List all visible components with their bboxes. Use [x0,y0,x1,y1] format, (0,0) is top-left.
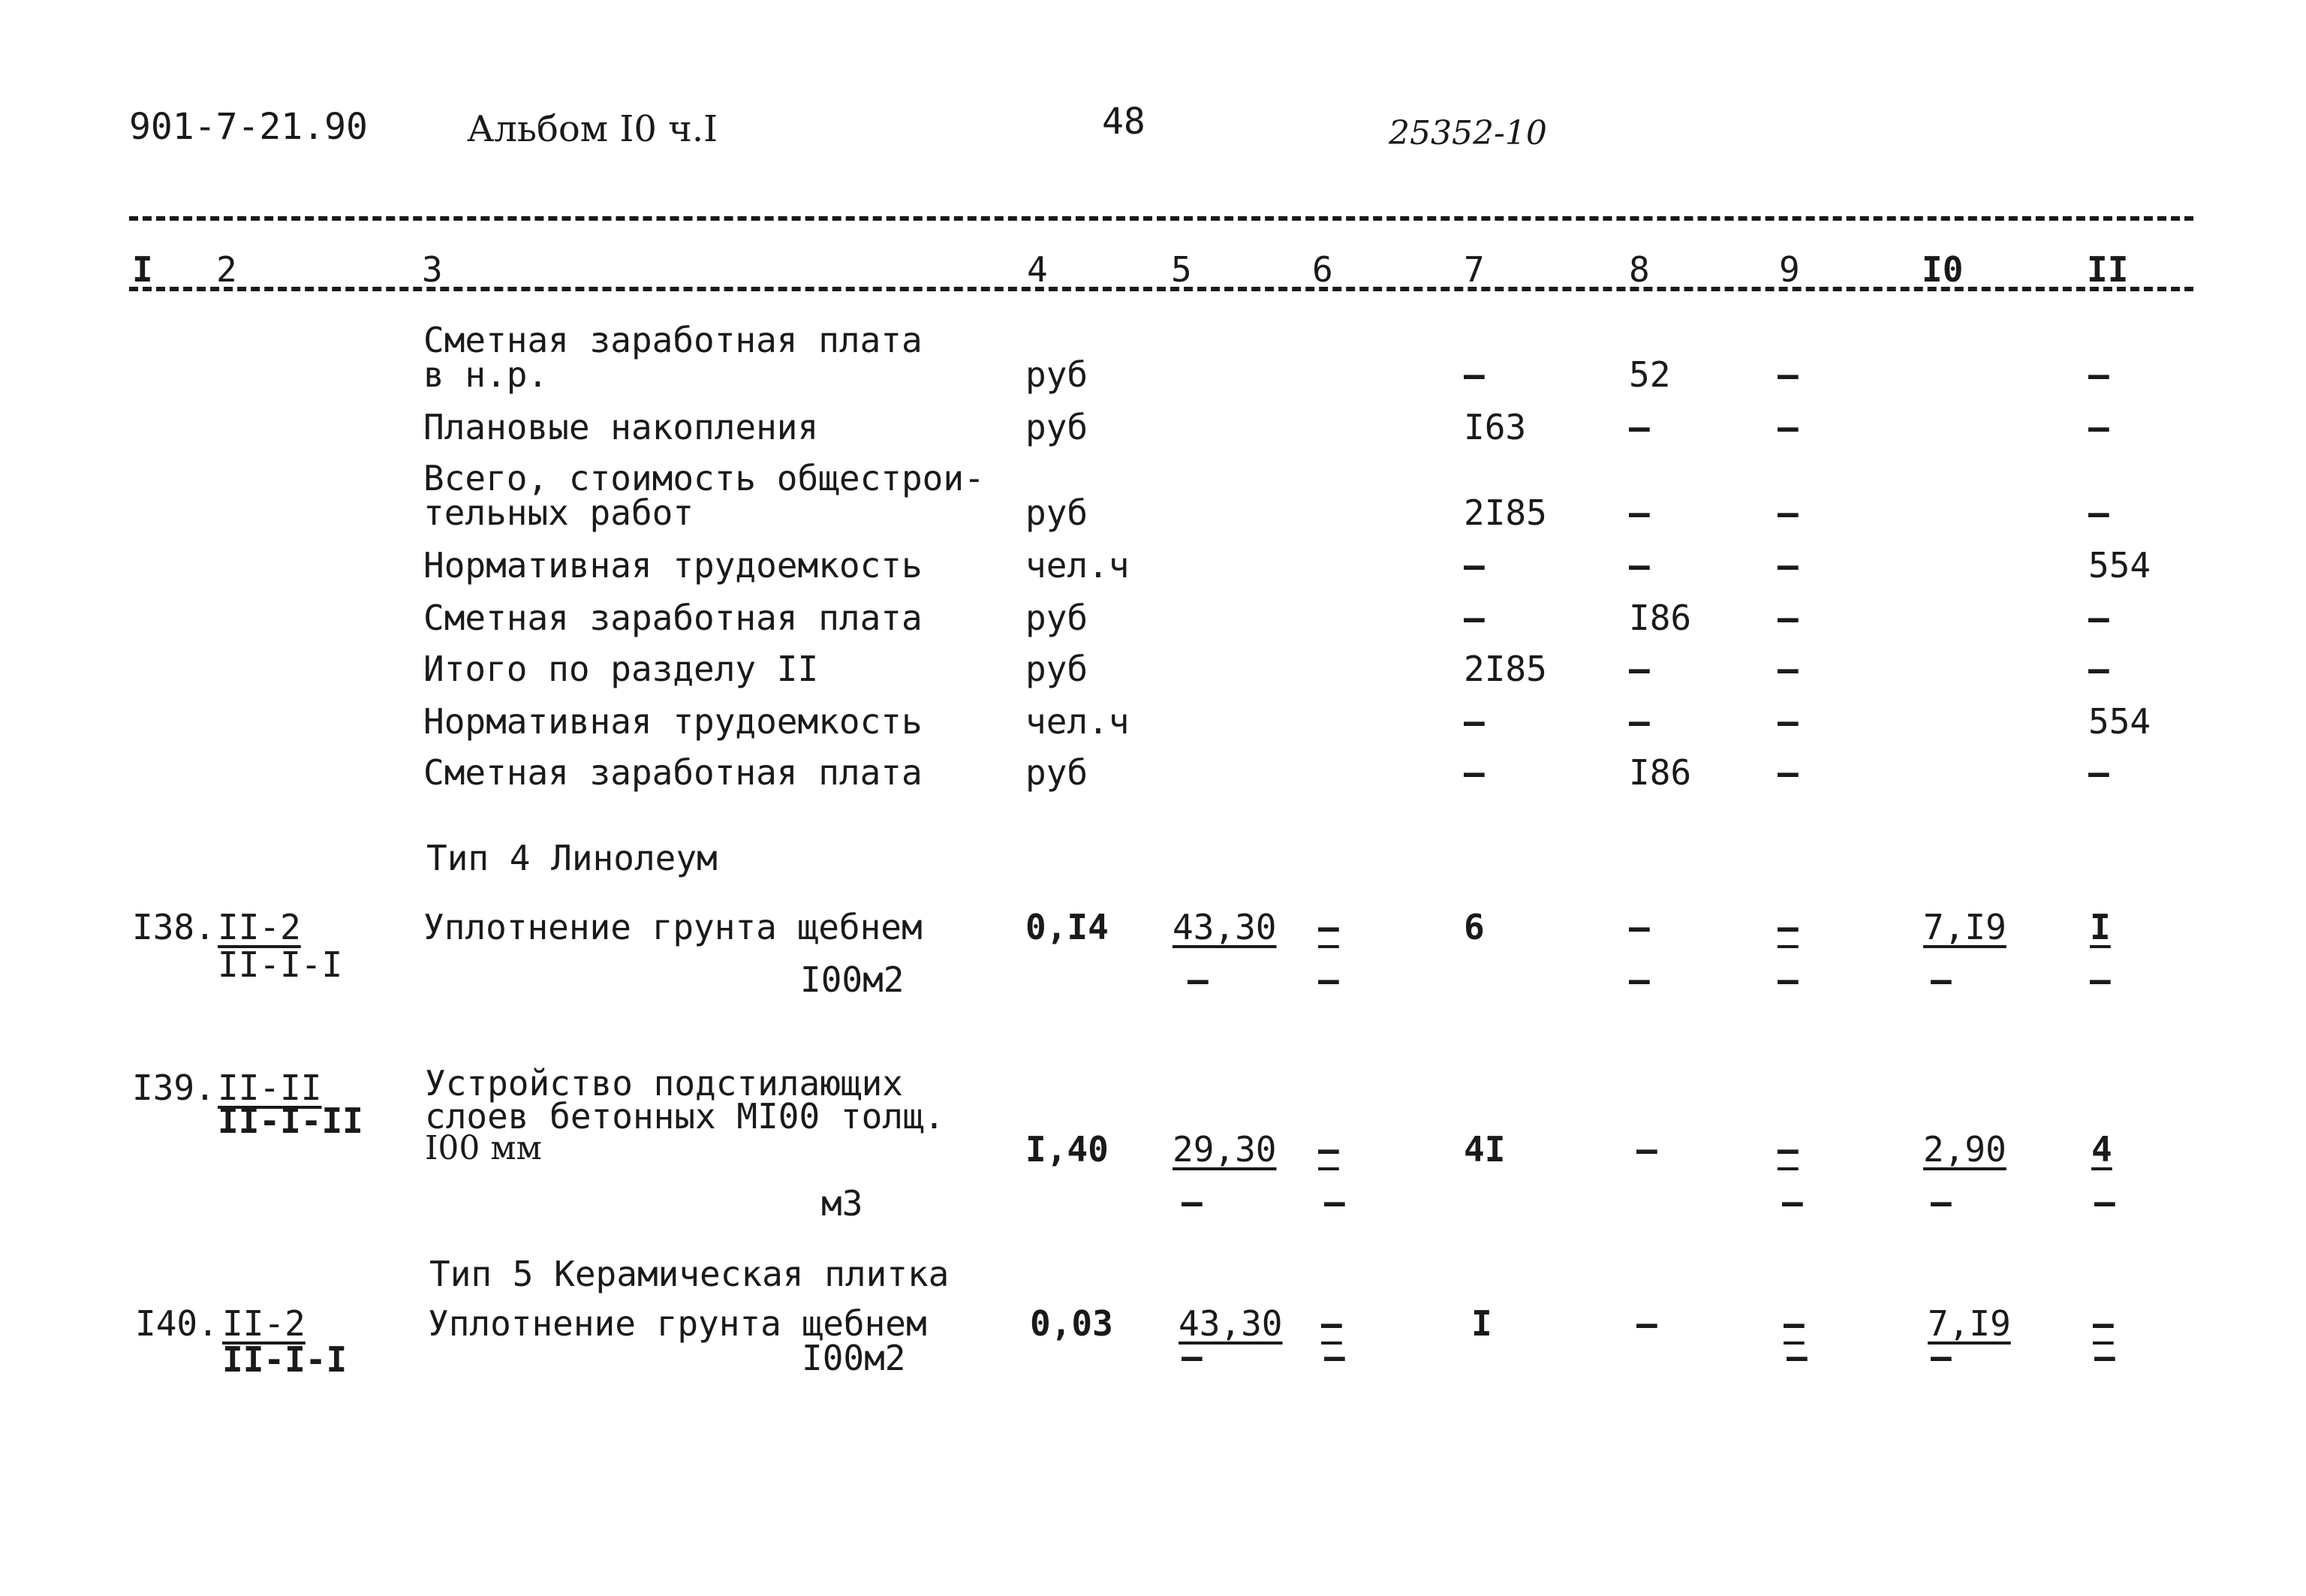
item-col8-sub: – [1629,959,1650,1000]
column-header: 4 [1027,249,1048,290]
item-col7: 4I [1464,1129,1506,1170]
section-heading: Тип 5 Керамическая плитка [429,1254,950,1294]
item-code: II-II [218,1068,322,1108]
item-col10-sub: – [1931,1336,1952,1377]
row-col7: I63 [1464,407,1527,447]
item-name: Уплотнение грунта щебнем [428,1303,927,1344]
row-col9: – [1778,354,1799,395]
item-col8: – [1636,1129,1657,1170]
row-col8: I86 [1629,752,1692,793]
column-header: II [2087,249,2129,290]
row-col7: 2I85 [1464,492,1547,533]
row-name: Плановые накопления [423,407,819,447]
item-code: II-2 [222,1303,306,1344]
row-col8: – [1629,545,1650,586]
item-unit-price: 43,30 [1173,907,1277,947]
item-unit: I00м2 [802,1338,906,1378]
item-col9: – [1778,907,1799,947]
row-col11: – [2088,598,2109,638]
item-col7: I [1471,1303,1492,1344]
row-col8: – [1629,407,1650,447]
item-unit: I00м2 [800,959,905,1000]
row-unit: чел.ч [1025,701,1130,742]
item-col11: I [2090,907,2111,947]
item-quantity: 0,I4 [1025,907,1109,947]
item-name: Устройство подстилающих [425,1063,903,1104]
item-col6: – [1321,1303,1342,1344]
item-col6: – [1318,907,1339,947]
page-number: 48 [1102,101,1145,143]
column-header: I0 [1922,249,1964,290]
item-col6-sub: – [1318,959,1339,1000]
item-col5-sub: – [1188,959,1209,1000]
column-header: I [132,249,153,290]
item-number: I39. [132,1068,215,1108]
column-header: 6 [1312,249,1333,290]
item-col9-sub: – [1778,959,1799,1000]
row-col7: – [1464,354,1485,395]
column-header: 2 [216,249,237,290]
row-col9: – [1778,701,1799,742]
section-heading: Тип 4 Линолеум [426,838,718,878]
item-quantity: I,40 [1025,1129,1109,1170]
item-col11: – [2093,1303,2114,1344]
column-header: 8 [1629,249,1650,290]
item-quantity: 0,03 [1030,1303,1113,1344]
row-col9: – [1778,545,1799,586]
item-col5-sub: – [1182,1336,1203,1377]
row-unit: руб [1025,492,1088,533]
item-code: II-2 [218,907,301,947]
column-header: 7 [1464,249,1485,290]
row-unit: руб [1025,752,1088,793]
row-col11: – [2088,407,2109,447]
row-col8: I86 [1629,598,1692,638]
row-unit: руб [1025,407,1088,447]
row-col7: 2I85 [1464,649,1547,689]
item-unit: м3 [821,1183,863,1224]
row-unit: руб [1025,649,1088,689]
item-col10-sub: – [1931,959,1952,1000]
row-name: Итого по разделу II [423,649,819,689]
row-name: Нормативная трудоемкость [423,545,923,586]
item-name-cont: I00 мм [425,1129,542,1167]
row-unit: руб [1025,354,1088,395]
row-name: Сметная заработная плата [423,598,923,638]
document-number: 25352-10 [1389,114,1547,152]
row-col7: – [1464,701,1485,742]
header-top-rule [129,216,2193,221]
row-col8: – [1629,649,1650,689]
row-col11: 554 [2088,701,2151,742]
item-col10: 7,I9 [1928,1303,2011,1344]
row-name: Сметная заработная плата [423,320,923,360]
item-code-sub: II-I-I [218,944,343,985]
item-col11-sub: – [2090,959,2111,1000]
column-header-rule [129,287,2193,291]
column-header: 9 [1779,249,1800,290]
item-col6-sub: – [1324,1336,1345,1377]
item-code-sub: II-I-I [222,1339,348,1380]
item-number: I40. [135,1303,218,1344]
item-col9: – [1784,1303,1805,1344]
row-name-cont: тельных работ [423,492,694,533]
row-col8: 52 [1629,354,1671,395]
row-col11: – [2088,492,2109,533]
item-code-sub: II-I-II [218,1101,363,1141]
item-col11-sub: – [2094,1182,2115,1222]
item-col10-sub: – [1931,1182,1952,1222]
item-col11-sub: – [2094,1336,2115,1377]
row-name: Всего, стоимость общестрои- [423,458,985,498]
item-col5-sub: – [1182,1182,1203,1222]
item-col10: 2,90 [1923,1129,2006,1170]
row-col11: – [2088,752,2109,793]
row-col8: – [1629,701,1650,742]
item-unit-price: 29,30 [1173,1129,1277,1170]
item-col11: 4 [2091,1129,2112,1170]
row-name: Сметная заработная плата [423,752,923,793]
row-col7: – [1464,752,1485,793]
row-name-cont: в н.р. [423,354,549,395]
item-unit-price: 43,30 [1179,1303,1283,1344]
item-name: Уплотнение грунта щебнем [423,907,923,947]
row-name: Нормативная трудоемкость [423,701,923,742]
row-unit: чел.ч [1025,545,1130,586]
row-col9: – [1778,407,1799,447]
item-col6: – [1318,1129,1339,1170]
item-col8: – [1629,907,1650,947]
row-col9: – [1778,649,1799,689]
item-col10: 7,I9 [1923,907,2006,947]
item-col7: 6 [1464,907,1485,947]
row-col9: – [1778,598,1799,638]
row-unit: руб [1025,598,1088,638]
item-number: I38. [132,907,215,947]
album-label: Альбом I0 ч.I [467,108,718,150]
row-col7: – [1464,545,1485,586]
item-col9-sub: – [1787,1336,1808,1377]
row-col9: – [1778,752,1799,793]
row-col8: – [1629,492,1650,533]
row-col7: – [1464,598,1485,638]
column-header: 5 [1171,249,1192,290]
row-col11: – [2088,649,2109,689]
item-col9-sub: – [1782,1182,1803,1222]
item-name-cont: слоев бетонных MI00 толщ. [425,1096,945,1137]
row-col11: – [2088,354,2109,395]
item-col9: – [1778,1129,1799,1170]
item-col8: – [1636,1303,1657,1344]
item-col6-sub: – [1324,1182,1345,1222]
row-col11: 554 [2088,545,2151,586]
document-code: 901-7-21.90 [129,106,368,148]
column-header: 3 [422,249,443,290]
row-col9: – [1778,492,1799,533]
